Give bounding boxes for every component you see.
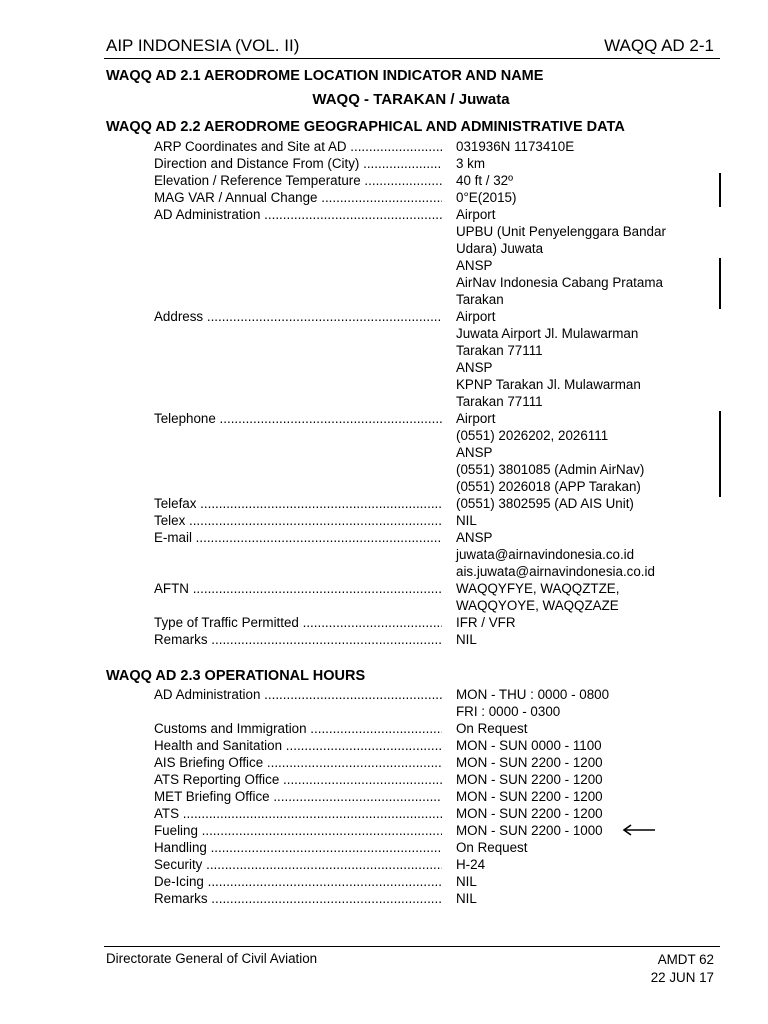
data-row: [154, 206, 694, 308]
data-row: [154, 155, 694, 172]
row-value: H-24: [456, 857, 486, 872]
row-values: [442, 155, 485, 172]
row-value: On Request: [456, 721, 528, 736]
row-value: MON - SUN 2200 - 1200: [456, 789, 603, 804]
row-value: MON - SUN 0000 - 1100: [456, 738, 602, 753]
row-label: Telex .....: [154, 512, 442, 529]
amendment-bar: [719, 173, 721, 207]
row-values: [442, 720, 527, 737]
row-values: [442, 580, 619, 614]
row-label: Telefax .....: [154, 495, 442, 512]
row-values: [442, 410, 644, 495]
data-row: [154, 410, 694, 495]
row-label: Security .....: [154, 856, 442, 873]
row-values: [442, 529, 655, 580]
row-label: Handling .....: [154, 839, 442, 856]
row-values: [442, 631, 477, 648]
row-value: (0551) 2026018 (APP Tarakan): [456, 479, 641, 494]
data-row: [154, 189, 694, 206]
section-2-1-title: WAQQ AD 2.1 AERODROME LOCATION INDICATOR AND NAME: [106, 68, 544, 84]
data-row: [154, 737, 694, 754]
row-value: IFR / VFR: [456, 615, 516, 630]
row-label: ATS Reporting Office .....: [154, 771, 442, 788]
data-row: [154, 686, 694, 720]
row-value: ANSP: [456, 530, 493, 545]
row-value: (0551) 2026202, 2026111: [456, 428, 609, 443]
row-value: ANSP: [456, 258, 493, 273]
section-2-2-list: [154, 138, 694, 648]
row-label: AD Administration .....: [154, 206, 442, 308]
row-label: Direction and Distance From (City) .....: [154, 155, 442, 172]
amendment-number: AMDT 62: [657, 952, 714, 967]
data-row: [154, 856, 694, 873]
row-value: (0551) 3802595 (AD AIS Unit): [456, 496, 634, 511]
row-label: MAG VAR / Annual Change .....: [154, 189, 442, 206]
row-value: 40 ft / 32º: [456, 173, 514, 188]
change-arrow-icon: [622, 823, 656, 837]
row-label: AFTN .....: [154, 580, 442, 614]
row-values: [442, 512, 477, 529]
row-value: WAQQYFYE, WAQQZTZE,: [456, 581, 620, 596]
row-label: Telephone .....: [154, 410, 442, 495]
amendment-bar: [719, 258, 721, 309]
row-label: ATS .....: [154, 805, 442, 822]
row-value: MON - SUN 2200 - 1000: [456, 823, 603, 838]
data-row: [154, 138, 694, 155]
row-value: Airport: [456, 207, 496, 222]
row-values: [442, 873, 477, 890]
data-row: [154, 495, 694, 512]
row-value: On Request: [456, 840, 528, 855]
data-row: [154, 580, 694, 614]
section-2-3-title: WAQQ AD 2.3 OPERATIONAL HOURS: [106, 668, 366, 684]
data-row: [154, 822, 694, 839]
row-values: [442, 189, 516, 206]
data-row: [154, 614, 694, 631]
row-label: Address .....: [154, 308, 442, 410]
row-values: [442, 686, 609, 720]
row-value: KPNP Tarakan Jl. Mulawarman: [456, 377, 641, 392]
footer-amendment: [651, 951, 714, 987]
row-values: [442, 805, 603, 822]
row-value: juwata@airnavindonesia.co.id: [456, 547, 635, 562]
row-values: [442, 138, 574, 155]
row-value: Airport: [456, 309, 496, 324]
row-value: Airport: [456, 411, 496, 426]
row-value: MON - SUN 2200 - 1200: [456, 755, 603, 770]
row-value: AirNav Indonesia Cabang Pratama: [456, 275, 663, 290]
footer-rule: [104, 946, 720, 947]
row-value: NIL: [456, 891, 477, 906]
data-row: [154, 308, 694, 410]
row-label: E-mail .....: [154, 529, 442, 580]
row-value: 031936N 1173410E: [456, 139, 575, 154]
row-values: [442, 788, 603, 805]
row-value: (0551) 3801085 (Admin AirNav): [456, 462, 645, 477]
row-value: ANSP: [456, 445, 493, 460]
header-page-ref: WAQQ AD 2-1: [604, 36, 714, 55]
row-values: [442, 839, 527, 856]
row-value: MON - SUN 2200 - 1200: [456, 772, 603, 787]
header-rule: [104, 58, 720, 59]
data-row: [154, 720, 694, 737]
data-row: [154, 771, 694, 788]
data-row: [154, 529, 694, 580]
row-values: [442, 771, 603, 788]
row-values: [442, 206, 666, 308]
row-value: NIL: [456, 632, 477, 647]
row-value: Juwata Airport Jl. Mulawarman: [456, 326, 639, 341]
row-label: AD Administration .....: [154, 686, 442, 720]
section-2-3-list: [154, 686, 694, 907]
row-value: 3 km: [456, 156, 486, 171]
row-value: FRI : 0000 - 0300: [456, 704, 561, 719]
row-value: Tarakan 77111: [456, 343, 543, 358]
aerodrome-name: WAQQ - TARAKAN / Juwata: [312, 91, 510, 108]
row-label: Type of Traffic Permitted .....: [154, 614, 442, 631]
row-value: UPBU (Unit Penyelenggara Bandar: [456, 224, 666, 239]
row-values: [442, 495, 634, 512]
row-value: Tarakan: [456, 292, 504, 307]
row-value: ANSP: [456, 360, 493, 375]
data-row: [154, 754, 694, 771]
row-value: NIL: [456, 874, 477, 889]
row-values: [442, 737, 602, 754]
row-value: MON - SUN 2200 - 1200: [456, 806, 603, 821]
row-values: [442, 890, 477, 907]
row-label: Remarks .....: [154, 631, 442, 648]
row-value: MON - THU : 0000 - 0800: [456, 687, 610, 702]
row-label: De-Icing .....: [154, 873, 442, 890]
section-2-2-title: WAQQ AD 2.2 AERODROME GEOGRAPHICAL AND ADMINISTRATIVE DATA: [106, 119, 625, 135]
row-value: ais.juwata@airnavindonesia.co.id: [456, 564, 655, 579]
row-values: [442, 172, 513, 189]
data-row: [154, 631, 694, 648]
row-label: Customs and Immigration .....: [154, 720, 442, 737]
row-label: Remarks .....: [154, 890, 442, 907]
amendment-bar: [719, 411, 721, 497]
row-value: Udara) Juwata: [456, 241, 544, 256]
data-row: [154, 839, 694, 856]
row-values: [442, 754, 603, 771]
row-label: Elevation / Reference Temperature .....: [154, 172, 442, 189]
data-row: [154, 512, 694, 529]
row-label: ARP Coordinates and Site at AD .....: [154, 138, 442, 155]
data-row: [154, 172, 694, 189]
row-label: Health and Sanitation .....: [154, 737, 442, 754]
row-value: 0°E(2015): [456, 190, 517, 205]
row-value: WAQQYOYE, WAQQZAZE: [456, 598, 619, 613]
row-values: [442, 822, 603, 839]
row-value: NIL: [456, 513, 477, 528]
footer-publisher: Directorate General of Civil Aviation: [106, 951, 318, 966]
row-label: MET Briefing Office .....: [154, 788, 442, 805]
data-row: [154, 788, 694, 805]
amendment-date: 22 JUN 17: [650, 970, 714, 985]
row-values: [442, 614, 516, 631]
row-value: Tarakan 77111: [456, 394, 543, 409]
data-row: [154, 873, 694, 890]
row-label: AIS Briefing Office .....: [154, 754, 442, 771]
data-row: [154, 890, 694, 907]
header-title: AIP INDONESIA (VOL. II): [106, 36, 300, 55]
data-row: [154, 805, 694, 822]
row-values: [442, 308, 641, 410]
row-label: Fueling .....: [154, 822, 442, 839]
row-values: [442, 856, 485, 873]
